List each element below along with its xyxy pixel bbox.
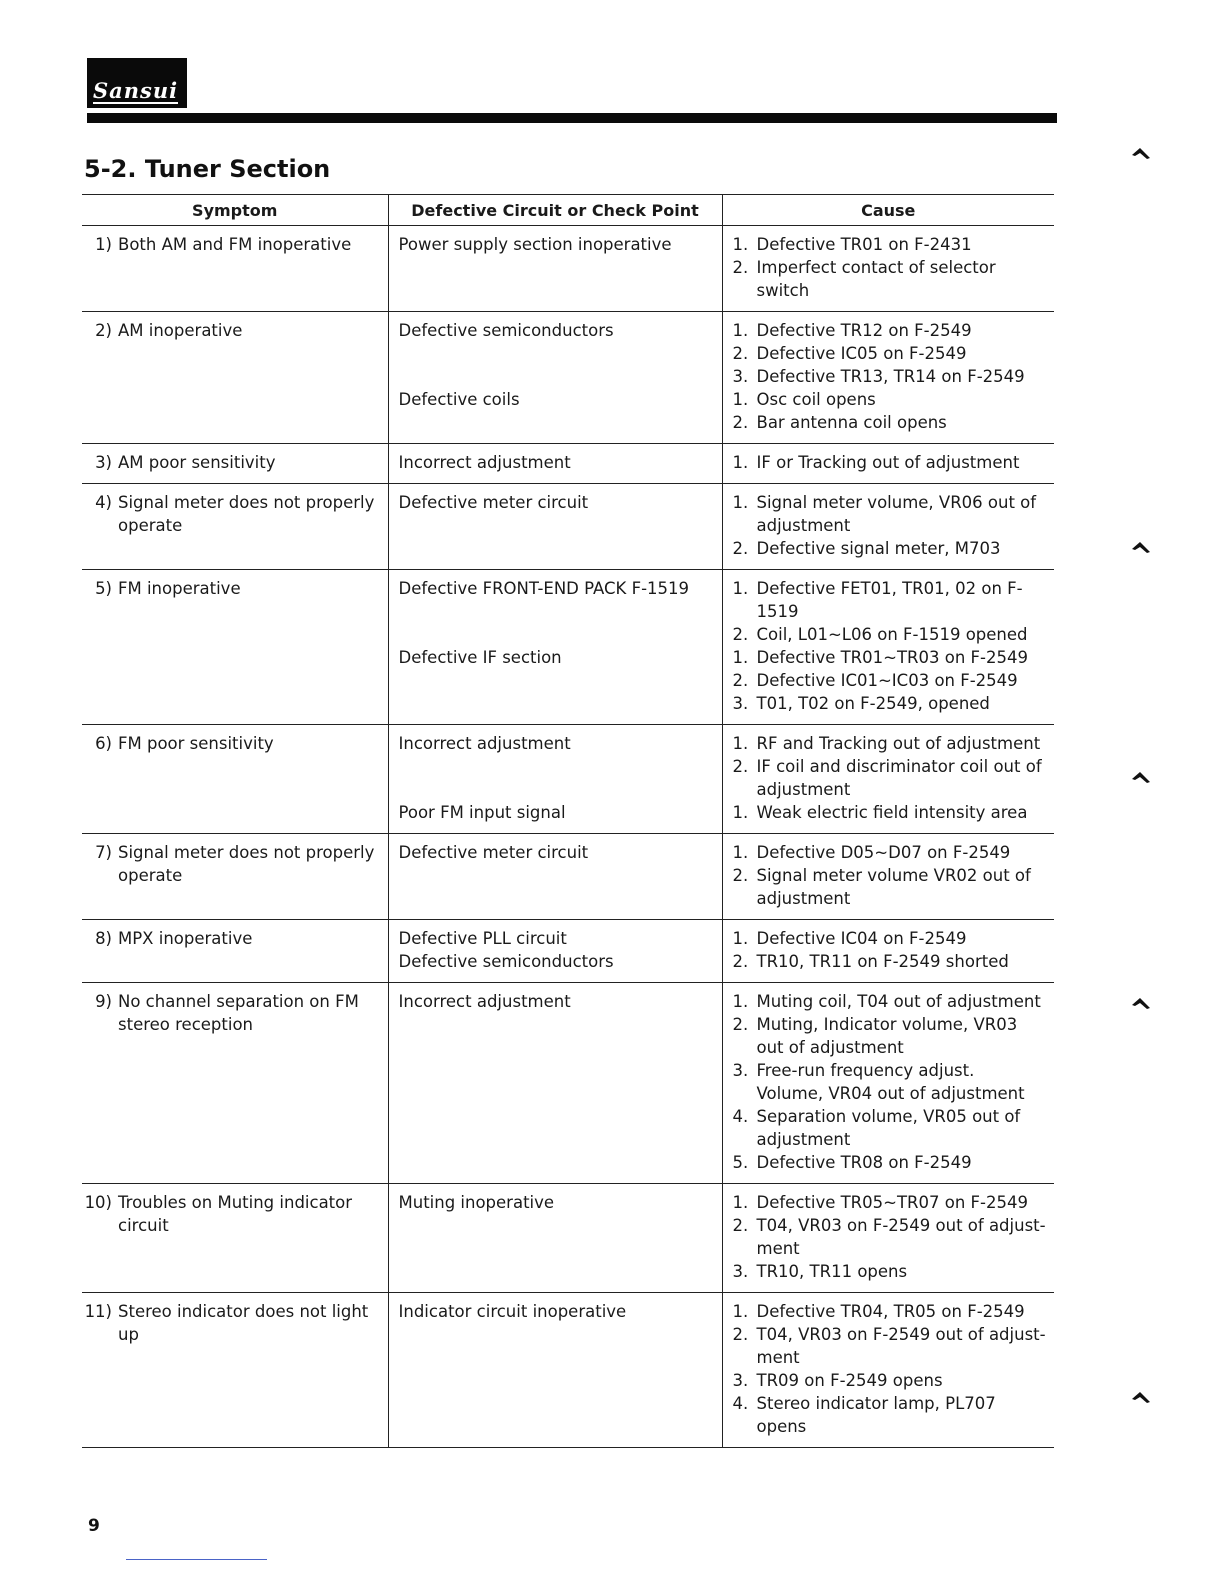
circuit-text: Muting inoperative: [398, 1193, 555, 1212]
cause-text: Defective IC05 on F-2549: [756, 344, 967, 363]
cause-number: 2.: [732, 1216, 749, 1235]
cause-cell: [722, 983, 1054, 1184]
cause-text: Defective TR04, TR05 on F-2549: [756, 1302, 1025, 1321]
cause-text: Defective IC01~IC03 on F-2549: [756, 671, 1018, 690]
circuit-cell: [388, 983, 722, 1184]
margin-mark-icon: [1130, 540, 1152, 558]
symptom-cell: [82, 983, 388, 1184]
symptom-text: Troubles on Muting indicator circuit: [118, 1193, 353, 1235]
circuit-cell: [388, 834, 722, 920]
circuit-cell: [388, 226, 722, 312]
cause-text: Osc coil opens: [756, 390, 876, 409]
cause-item: [733, 1392, 1047, 1438]
circuit-text: Incorrect adjustment: [398, 453, 571, 472]
margin-mark-icon: [1130, 770, 1152, 788]
cause-number: 2.: [732, 952, 749, 971]
circuit-cell: [388, 1184, 722, 1293]
cause-number: 1.: [732, 734, 749, 753]
cause-list: [733, 1191, 1047, 1283]
cause-text: Defective TR08 on F-2549: [756, 1153, 972, 1172]
cause-item: [733, 841, 1047, 864]
circuit-text: Incorrect adjustment: [398, 734, 571, 753]
table-row: [82, 983, 1054, 1184]
section-title: 5-2. Tuner Section: [84, 155, 331, 183]
table-row: [82, 444, 1054, 484]
cause-text: Imperfect contact of selector switch: [756, 258, 996, 300]
cause-number: 1.: [732, 803, 749, 822]
circuit-text: Defective semiconductors: [398, 952, 614, 971]
symptom-cell: [82, 312, 388, 444]
symptom-number: 10): [84, 1193, 112, 1212]
cause-text: Defective signal meter, M703: [756, 539, 1001, 558]
cause-number: 2.: [732, 866, 749, 885]
cause-item: [733, 1300, 1047, 1323]
cause-item: [733, 623, 1047, 646]
circuit-text: Poor FM input signal: [398, 803, 566, 822]
cause-number: 4.: [732, 1107, 749, 1126]
cause-item: [733, 319, 1047, 342]
symptom-number: 9): [95, 992, 112, 1011]
header-circuit: Defective Circuit or Check Point: [388, 195, 722, 226]
cause-item: [733, 577, 1047, 623]
cause-item: [733, 646, 1047, 669]
cause-item: [733, 411, 1047, 434]
cause-number: 5.: [732, 1153, 749, 1172]
cause-text: Defective TR01 on F-2431: [756, 235, 972, 254]
cause-number: 2.: [732, 1015, 749, 1034]
symptom-number: 2): [95, 321, 112, 340]
cause-list: [733, 233, 1047, 302]
cause-item: [733, 1214, 1047, 1260]
cause-item: [733, 801, 1047, 824]
circuit-text: Power supply section inoperative: [398, 235, 672, 254]
cause-number: 1.: [732, 493, 749, 512]
cause-text: RF and Tracking out of adjustment: [756, 734, 1041, 753]
cause-text: T04, VR03 on F-2549 out of adjust-ment: [756, 1216, 1046, 1258]
cause-list: [733, 451, 1047, 474]
cause-text: Defective FET01, TR01, 02 on F-1519: [756, 579, 1023, 621]
cause-list: [733, 732, 1047, 824]
cause-item: [733, 256, 1047, 302]
symptom-text: Signal meter does not properly operate: [118, 843, 375, 885]
cause-item: [733, 365, 1047, 388]
cause-text: Defective TR12 on F-2549: [756, 321, 972, 340]
cause-item: [733, 755, 1047, 801]
circuit-cell: [388, 1293, 722, 1448]
cause-number: 2.: [732, 413, 749, 432]
circuit-text: Defective FRONT-END PACK F-1519: [398, 579, 690, 598]
cause-text: IF or Tracking out of adjustment: [756, 453, 1020, 472]
cause-cell: [722, 920, 1054, 983]
margin-mark-icon: [1130, 146, 1152, 164]
cause-text: TR10, TR11 opens: [756, 1262, 908, 1281]
footer-line: [126, 1559, 267, 1560]
cause-cell: [722, 1184, 1054, 1293]
table-row: [82, 226, 1054, 312]
symptom-cell: [82, 226, 388, 312]
cause-list: [733, 1300, 1047, 1438]
symptom-cell: [82, 444, 388, 484]
symptom-number: 1): [95, 235, 112, 254]
cause-number: 2.: [732, 1325, 749, 1344]
symptom-cell: [82, 834, 388, 920]
circuit-text: Defective IF section: [398, 648, 562, 667]
cause-number: 1.: [732, 1302, 749, 1321]
cause-number: 3.: [732, 1262, 749, 1281]
cause-item: [733, 451, 1047, 474]
symptom-text: FM poor sensitivity: [118, 734, 274, 753]
circuit-cell: [388, 484, 722, 570]
header-symptom: Symptom: [82, 195, 388, 226]
cause-number: 1.: [732, 929, 749, 948]
circuit-text: Defective meter circuit: [398, 493, 589, 512]
cause-text: Separation volume, VR05 out of adjustment: [756, 1107, 1021, 1149]
sansui-logo: Sansui: [87, 58, 187, 108]
cause-item: [733, 1059, 1047, 1105]
cause-text: Coil, L01~L06 on F-1519 opened: [756, 625, 1028, 644]
margin-mark-icon: [1130, 996, 1152, 1014]
cause-number: 3.: [732, 367, 749, 386]
cause-item: [733, 950, 1047, 973]
circuit-cell: [388, 570, 722, 725]
cause-item: [733, 1151, 1047, 1174]
symptom-cell: [82, 570, 388, 725]
cause-list: [733, 927, 1047, 973]
margin-mark-icon: [1130, 1390, 1152, 1408]
cause-list: [733, 841, 1047, 910]
cause-item: [733, 732, 1047, 755]
table-row: [82, 725, 1054, 834]
cause-list: [733, 491, 1047, 560]
cause-item: [733, 1013, 1047, 1059]
cause-item: [733, 342, 1047, 365]
cause-text: Free-run frequency adjust. Volume, VR04 out of adjustment: [756, 1061, 1025, 1103]
cause-number: 3.: [732, 1061, 749, 1080]
cause-cell: [722, 484, 1054, 570]
cause-number: 1.: [732, 992, 749, 1011]
cause-text: IF coil and discriminator coil out of adjustment: [756, 757, 1042, 799]
cause-text: T01, T02 on F-2549, opened: [756, 694, 990, 713]
symptom-number: 7): [95, 843, 112, 862]
cause-number: 2.: [732, 344, 749, 363]
circuit-text: Incorrect adjustment: [398, 992, 571, 1011]
cause-item: [733, 927, 1047, 950]
table-header-row: [82, 195, 1054, 226]
cause-text: Signal meter volume VR02 out of adjustment: [756, 866, 1031, 908]
cause-cell: [722, 570, 1054, 725]
cause-text: Defective TR01~TR03 on F-2549: [756, 648, 1028, 667]
cause-text: Defective TR13, TR14 on F-2549: [756, 367, 1025, 386]
cause-item: [733, 537, 1047, 560]
cause-text: Defective D05~D07 on F-2549: [756, 843, 1011, 862]
cause-item: [733, 491, 1047, 537]
symptom-text: AM poor sensitivity: [118, 453, 276, 472]
symptom-text: FM inoperative: [118, 579, 241, 598]
cause-list: [733, 990, 1047, 1174]
cause-item: [733, 1323, 1047, 1369]
cause-cell: [722, 834, 1054, 920]
cause-cell: [722, 312, 1054, 444]
cause-number: 2.: [732, 671, 749, 690]
cause-number: 3.: [732, 1371, 749, 1390]
cause-number: 1.: [732, 321, 749, 340]
cause-text: Bar antenna coil opens: [756, 413, 947, 432]
page-number: 9: [88, 1516, 100, 1536]
cause-list: [733, 577, 1047, 715]
cause-number: 1.: [732, 579, 749, 598]
cause-number: 2.: [732, 258, 749, 277]
header-cause: Cause: [722, 195, 1054, 226]
header-rule: [87, 113, 1057, 123]
symptom-number: 6): [95, 734, 112, 753]
cause-cell: [722, 226, 1054, 312]
cause-number: 2.: [732, 539, 749, 558]
symptom-text: No channel separation on FM stereo reception: [118, 992, 359, 1034]
circuit-cell: [388, 725, 722, 834]
cause-number: 2.: [732, 757, 749, 776]
symptom-number: 5): [95, 579, 112, 598]
cause-item: [733, 1191, 1047, 1214]
cause-number: 1.: [732, 453, 749, 472]
circuit-cell: [388, 312, 722, 444]
cause-cell: [722, 725, 1054, 834]
table-row: [82, 312, 1054, 444]
symptom-number: 11): [84, 1302, 112, 1321]
cause-text: Defective IC04 on F-2549: [756, 929, 967, 948]
cause-text: Signal meter volume, VR06 out of adjustment: [756, 493, 1037, 535]
symptom-number: 3): [95, 453, 112, 472]
cause-text: TR09 on F-2549 opens: [756, 1371, 943, 1390]
symptom-number: 4): [95, 493, 112, 512]
cause-number: 1.: [732, 648, 749, 667]
symptom-text: Both AM and FM inoperative: [118, 235, 352, 254]
cause-number: 2.: [732, 625, 749, 644]
cause-number: 4.: [732, 1394, 749, 1413]
circuit-cell: [388, 920, 722, 983]
circuit-text: Defective meter circuit: [398, 843, 589, 862]
cause-item: [733, 388, 1047, 411]
cause-text: TR10, TR11 on F-2549 shorted: [756, 952, 1009, 971]
cause-number: 1.: [732, 1193, 749, 1212]
cause-text: T04, VR03 on F-2549 out of adjust-ment: [756, 1325, 1046, 1367]
symptom-cell: [82, 725, 388, 834]
cause-text: Muting coil, T04 out of adjustment: [756, 992, 1041, 1011]
cause-item: [733, 692, 1047, 715]
table-row: [82, 484, 1054, 570]
cause-item: [733, 233, 1047, 256]
symptom-text: Signal meter does not properly operate: [118, 493, 375, 535]
cause-cell: [722, 444, 1054, 484]
table-row: [82, 834, 1054, 920]
symptom-cell: [82, 484, 388, 570]
cause-cell: [722, 1293, 1054, 1448]
cause-text: Muting, Indicator volume, VR03 out of adjustment: [756, 1015, 1018, 1057]
circuit-text: Defective PLL circuit: [398, 929, 567, 948]
table-row: [82, 920, 1054, 983]
symptom-text: Stereo indicator does not light up: [118, 1302, 369, 1344]
circuit-text: Defective semiconductors: [398, 321, 614, 340]
table-row: [82, 1293, 1054, 1448]
circuit-cell: [388, 444, 722, 484]
cause-number: 1.: [732, 390, 749, 409]
cause-item: [733, 1105, 1047, 1151]
table-row: [82, 1184, 1054, 1293]
cause-list: [733, 319, 1047, 434]
symptom-text: AM inoperative: [118, 321, 243, 340]
cause-item: [733, 864, 1047, 910]
circuit-text: Defective coils: [398, 390, 520, 409]
table-body: [82, 226, 1054, 1448]
troubleshooting-table: [82, 194, 1054, 1448]
symptom-cell: [82, 920, 388, 983]
cause-number: 1.: [732, 235, 749, 254]
circuit-text: Indicator circuit inoperative: [398, 1302, 627, 1321]
cause-item: [733, 669, 1047, 692]
cause-number: 3.: [732, 694, 749, 713]
symptom-cell: [82, 1184, 388, 1293]
cause-item: [733, 1369, 1047, 1392]
cause-item: [733, 1260, 1047, 1283]
cause-text: Defective TR05~TR07 on F-2549: [756, 1193, 1028, 1212]
symptom-text: MPX inoperative: [118, 929, 253, 948]
table-row: [82, 570, 1054, 725]
cause-text: Stereo indicator lamp, PL707 opens: [756, 1394, 996, 1436]
cause-text: Weak electric field intensity area: [756, 803, 1028, 822]
symptom-number: 8): [95, 929, 112, 948]
cause-item: [733, 990, 1047, 1013]
symptom-cell: [82, 1293, 388, 1448]
cause-number: 1.: [732, 843, 749, 862]
